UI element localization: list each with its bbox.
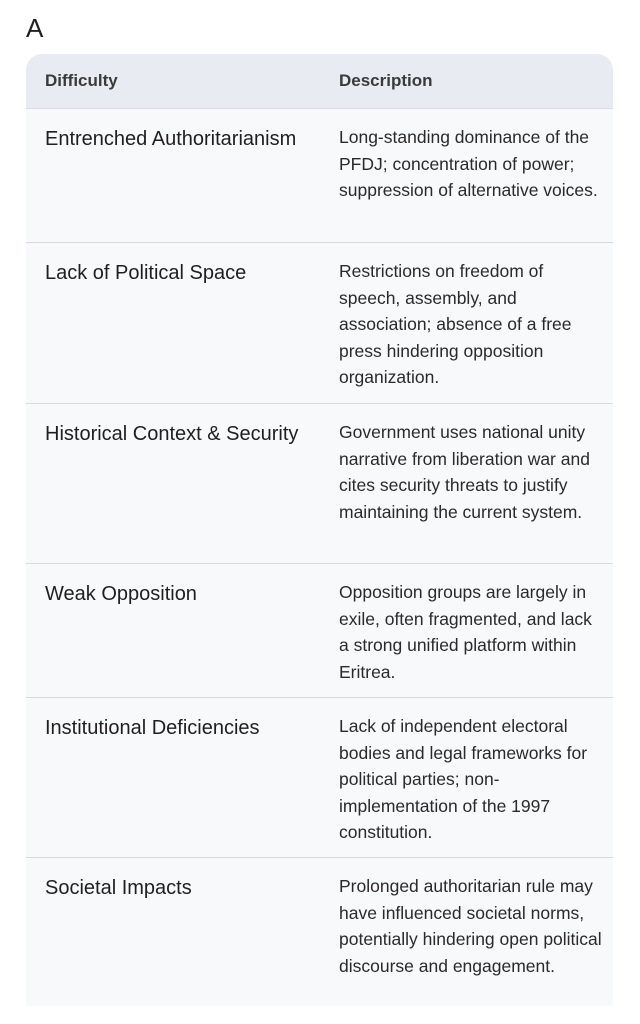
difficulty-cell: Institutional Deficiencies xyxy=(45,717,260,739)
table-row xyxy=(26,243,613,404)
table-row xyxy=(26,109,613,243)
table-row xyxy=(26,404,613,564)
difficulty-cell: Weak Opposition xyxy=(45,583,197,605)
difficulty-cell: Lack of Political Space xyxy=(45,262,247,284)
description-cell: Lack of independent electoral bodies and legal frameworks for political parties; non-implementation of the 1997 constitution. xyxy=(339,716,588,842)
table-row xyxy=(26,564,613,698)
difficulty-cell: Societal Impacts xyxy=(45,877,192,899)
description-cell: Prolonged authoritarian rule may have influenced societal norms, potentially hindering open political discourse and engagement. xyxy=(339,876,602,976)
description-cell: Opposition groups are largely in exile, often fragmented, and lack a strong unified platform within Eritrea. xyxy=(339,582,592,682)
description-cell: Government uses national unity narrative from liberation war and cites security threats to justify maintaining the current system. xyxy=(339,422,590,522)
difficulty-cell: Entrenched Authoritarianism xyxy=(45,128,297,150)
section-heading: A xyxy=(26,13,44,43)
column-header-difficulty: Difficulty xyxy=(45,71,118,90)
description-cell: Restrictions on freedom of speech, assembly, and association; absence of a free press hindering opposition organization. xyxy=(339,261,572,387)
table-row xyxy=(26,698,613,858)
difficulties-table xyxy=(26,54,613,1006)
column-header-description: Description xyxy=(339,71,433,90)
table-header-row xyxy=(26,54,613,109)
table-row xyxy=(26,858,613,1006)
description-cell: Long-standing dominance of the PFDJ; concentration of power; suppression of alternative voices. xyxy=(339,127,598,200)
difficulty-cell: Historical Context & Security xyxy=(45,423,299,445)
